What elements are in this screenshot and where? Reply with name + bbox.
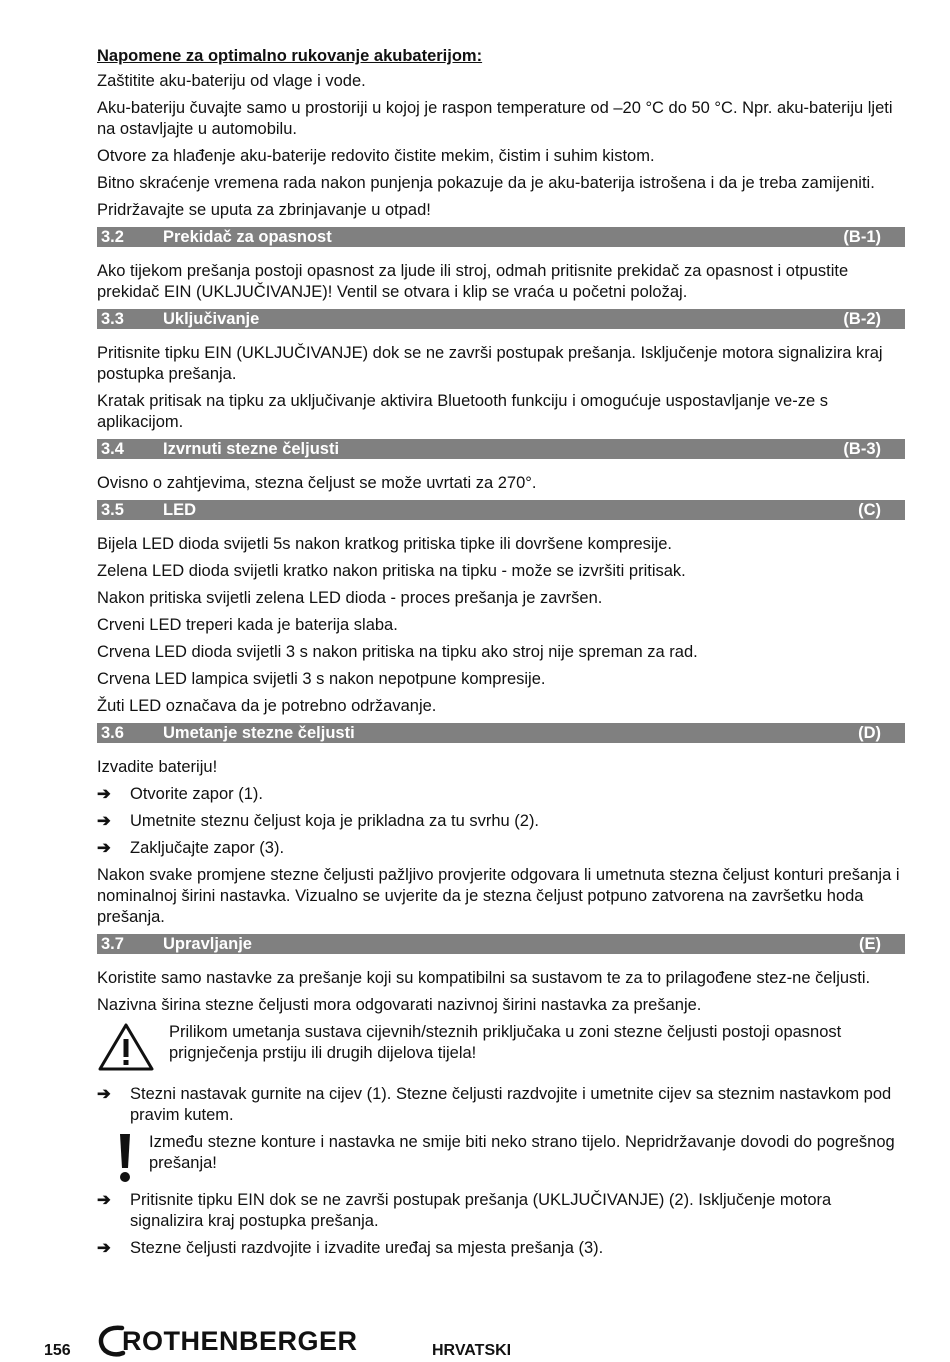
arrow-right-icon: ➔ [97, 839, 111, 857]
paragraph: Otvore za hlađenje aku-baterije redovito čistite mekim, čistim i suhim kistom. [97, 147, 655, 165]
step-item [97, 784, 905, 805]
warning-triangle-icon [97, 1022, 169, 1078]
battery-notes-title: Napomene za optimalno rukovanje akubaterijom: [97, 47, 483, 65]
step-item [97, 838, 905, 859]
section-figure-ref: (E) [859, 935, 881, 953]
paragraph: Bitno skraćenje vremena rada nakon punjenja pokazuje da je aku-baterija istrošena i da je treba zamijeniti. [97, 174, 875, 192]
section-heading-3-5 [97, 500, 905, 520]
paragraph: Izvadite bateriju! [97, 758, 218, 776]
arrow-right-icon: ➔ [97, 812, 111, 830]
paragraph: Kratak pritisak na tipku za uključivanje aktivira Bluetooth funkciju i omogućuje uspostavljanje ve-ze s aplikacijom. [97, 392, 828, 431]
step-text: Umetnite steznu čeljust koja je prikladna za tu svrhu (2). [130, 812, 540, 830]
section-number: 3.7 [101, 935, 124, 953]
section-title: Uključivanje [163, 310, 260, 328]
section-figure-ref: (D) [858, 724, 881, 742]
paragraph: Nazivna širina stezne čeljusti mora odgovarati nazivnoj širini nastavka za prešanje. [97, 996, 702, 1014]
section-figure-ref: (B-2) [843, 310, 881, 328]
arrow-right-icon: ➔ [97, 1191, 111, 1209]
paragraph: Zaštitite aku-bateriju od vlage i vode. [97, 72, 366, 90]
step-item [97, 1190, 905, 1232]
exclamation-icon [97, 1132, 149, 1184]
warning-block [97, 1022, 905, 1078]
brand-name: ROTHENBERGER [122, 1325, 358, 1356]
arrow-right-icon: ➔ [97, 1239, 111, 1257]
section-figure-ref: (B-1) [843, 228, 881, 246]
section-title: LED [163, 501, 196, 519]
caution-block [97, 1132, 905, 1184]
section-number: 3.6 [101, 724, 124, 742]
paragraph: Ako tijekom prešanja postoji opasnost za ljude ili stroj, odmah pritisnite prekidač za opasnost i otpustite prekidač EIN (UKLJUČIVANJE)! Ventil se otvara i klip se vraća u početni položaj. [97, 262, 849, 301]
step-text: Otvorite zapor (1). [130, 785, 263, 803]
led-item: Crvena LED lampica svijetli 3 s nakon nepotpune kompresije. [97, 670, 546, 688]
paragraph: Ovisno o zahtjevima, stezna čeljust se može uvrtati za 270°. [97, 474, 537, 492]
paragraph: Koristite samo nastavke za prešanje koji su kompatibilni sa sustavom te za to prilagođene stez-ne čeljusti. [97, 969, 871, 987]
step-item [97, 1238, 905, 1259]
caution-text: Između stezne konture i nastavka ne smije biti neko strano tijelo. Nepridržavanje dovodi do pogrešnog prešanja! [149, 1133, 895, 1172]
section-heading-3-6 [97, 723, 905, 743]
page-number: 156 [44, 1342, 71, 1359]
paragraph: Aku-bateriju čuvajte samo u prostoriji u kojoj je raspon temperature od –20 °C do 50 °C. Npr. aku-bateriju ljeti na ostavljajte u automobilu. [97, 99, 893, 138]
section-title: Upravljanje [163, 935, 252, 953]
section-figure-ref: (B-3) [843, 440, 881, 458]
warning-text: Prilikom umetanja sustava cijevnih/steznih priključaka u zoni stezne čeljusti postoji opasnost prignječenja prstiju ili drugih dijelova tijela! [169, 1023, 842, 1062]
section-title: Umetanje stezne čeljusti [163, 724, 355, 742]
section-heading-3-4 [97, 439, 905, 459]
section-number: 3.3 [101, 310, 124, 328]
section-heading-3-7 [97, 934, 905, 954]
led-item: Crveni LED treperi kada je baterija slaba. [97, 616, 398, 634]
paragraph: Pridržavajte se uputa za zbrinjavanje u otpad! [97, 201, 431, 219]
paragraph: Nakon svake promjene stezne čeljusti pažljivo provjerite odgovara li umetnuta stezna čeljust konturi prešanja i nominalnoj širini nastavka. Vizualno se uvjerite da je stezna čeljust potpuno zatvorena na završetku hoda prešanja. [97, 866, 900, 926]
section-heading-3-2 [97, 227, 905, 247]
led-item: Nakon pritiska svijetli zelena LED dioda - proces prešanja je završen. [97, 589, 603, 607]
section-title: Izvrnuti stezne čeljusti [163, 440, 340, 458]
page-content [97, 46, 905, 1265]
paragraph: Pritisnite tipku EIN (UKLJUČIVANJE) dok se ne završi postupak prešanja. Isključenje motora signalizira kraj postupka prešanja. [97, 344, 883, 383]
step-item [97, 1084, 905, 1126]
brand-logo [96, 1324, 358, 1358]
section-heading-3-3 [97, 309, 905, 329]
step-item [97, 811, 905, 832]
section-number: 3.4 [101, 440, 124, 458]
step-text: Zaključajte zapor (3). [130, 839, 285, 857]
led-item: Crvena LED dioda svijetli 3 s nakon pritiska na tipku ako stroj nije spreman za rad. [97, 643, 698, 661]
step-text: Pritisnite tipku EIN dok se ne završi postupak prešanja (UKLJUČIVANJE) (2). Isključenje motora signalizira kraj postupka prešanja. [130, 1191, 832, 1230]
led-item: Zelena LED dioda svijetli kratko nakon pritiska na tipku - može se izvršiti pritisak. [97, 562, 686, 580]
section-title: Prekidač za opasnost [163, 228, 332, 246]
led-item: Žuti LED označava da je potrebno održavanje. [97, 697, 437, 715]
step-text: Stezni nastavak gurnite na cijev (1). Stezne čeljusti razdvojite i umetnite cijev sa steznim nastavkom pod pravim kutem. [130, 1085, 892, 1124]
language-label: HRVATSKI [432, 1342, 512, 1359]
led-item: Bijela LED dioda svijetli 5s nakon kratkog pritiska tipke ili dovršene kompresije. [97, 535, 673, 553]
section-number: 3.5 [101, 501, 124, 519]
arrow-right-icon: ➔ [97, 785, 111, 803]
step-text: Stezne čeljusti razdvojite i izvadite uređaj sa mjesta prešanja (3). [130, 1239, 604, 1257]
section-figure-ref: (C) [858, 501, 881, 519]
arrow-right-icon: ➔ [97, 1085, 111, 1103]
section-number: 3.2 [101, 228, 124, 246]
page-footer [0, 1322, 950, 1362]
